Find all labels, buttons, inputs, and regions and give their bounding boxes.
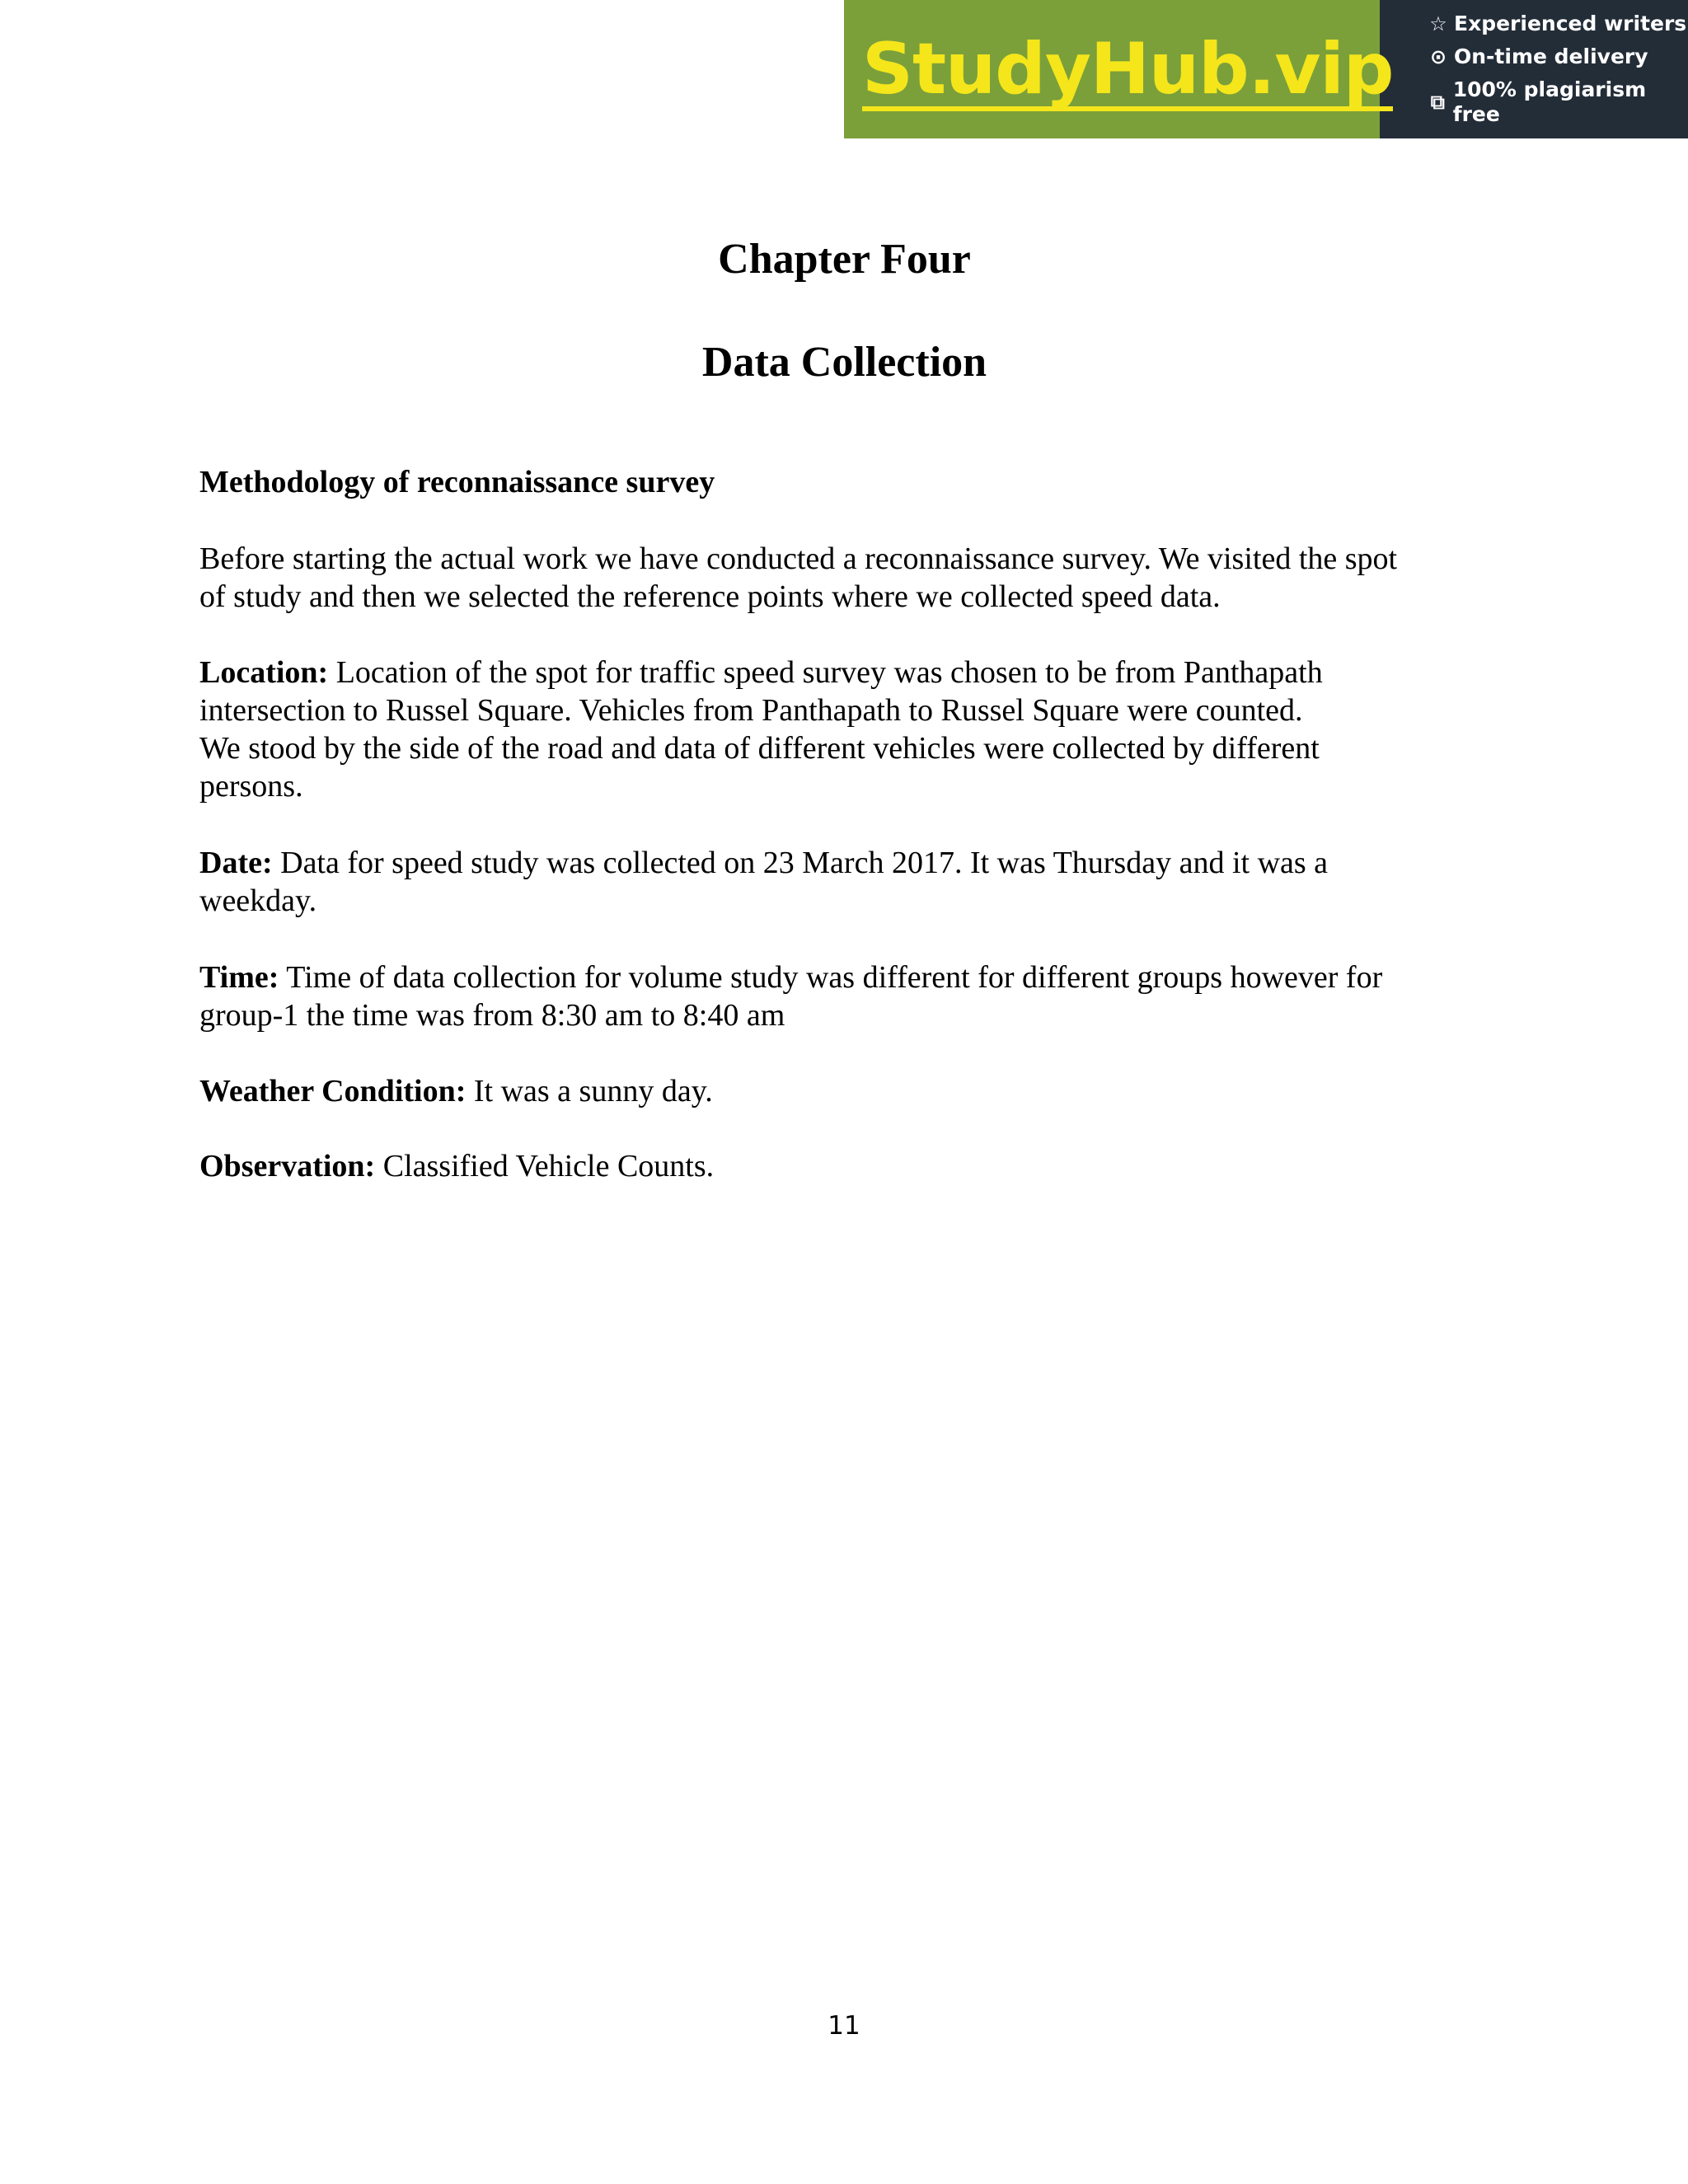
weather-label: Weather Condition: (199, 1074, 467, 1108)
text-line: weekday. (199, 883, 317, 918)
banner-features (1380, 0, 1688, 138)
weather-text: It was a sunny day. (466, 1074, 713, 1108)
time-paragraph (199, 958, 1493, 1034)
copy-icon: ⧉ (1430, 90, 1445, 114)
clock-icon: ⊙ (1429, 45, 1447, 68)
star-icon: ☆ (1429, 12, 1447, 35)
text-line: persons. (199, 769, 303, 804)
time-text: Time of data collection for volume study was different for different groups however for (279, 960, 1383, 995)
feature-label: On-time delivery (1454, 45, 1648, 68)
observation-label: Observation: (199, 1149, 376, 1183)
feature-on-time-delivery (1428, 45, 1688, 69)
date-label: Date: (199, 846, 273, 880)
text-line (199, 654, 1493, 691)
methodology-heading: Methodology of reconnaissance survey (199, 465, 715, 499)
section-title: Data Collection (701, 339, 987, 386)
studyhub-banner[interactable] (844, 0, 1688, 138)
page-number: 11 (828, 2011, 860, 2041)
text-line (199, 1147, 1493, 1185)
text-line: group-1 the time was from 8:30 am to 8:40 am (199, 998, 785, 1033)
feature-experienced-writers (1428, 12, 1688, 36)
feature-label: Experienced writers (1454, 12, 1687, 35)
intro-paragraph (199, 540, 1493, 616)
weather-paragraph (199, 1072, 1493, 1110)
feature-plagiarism-free (1428, 77, 1688, 127)
text-line (199, 1072, 1493, 1110)
observation-paragraph (199, 1147, 1493, 1185)
text-line: of study and then we selected the reference points where we collected speed data. (199, 579, 1221, 614)
feature-label: 100% plagiarism free (1452, 77, 1647, 126)
logo-text: StudyHub.vip (862, 28, 1394, 110)
text-line: Before starting the actual work we have conducted a reconnaissance survey. We visited the spot (199, 541, 1398, 576)
location-paragraph (199, 654, 1493, 805)
chapter-title: Chapter Four (718, 236, 971, 283)
location-label: Location: (199, 655, 329, 690)
text-line (199, 844, 1493, 882)
text-line: intersection to Russel Square. Vehicles from Panthapath to Russel Square were counted. (199, 693, 1303, 728)
date-text: Data for speed study was collected on 23 March 2017. It was Thursday and it was a (272, 846, 1329, 880)
observation-text: Classified Vehicle Counts. (375, 1149, 715, 1183)
studyhub-logo[interactable] (844, 0, 1394, 138)
time-label: Time: (199, 960, 279, 995)
date-paragraph (199, 844, 1493, 920)
text-line (199, 958, 1493, 996)
text-line: We stood by the side of the road and data of different vehicles were collected by different (199, 731, 1320, 766)
location-text: Location of the spot for traffic speed survey was chosen to be from Panthapath (328, 655, 1323, 690)
